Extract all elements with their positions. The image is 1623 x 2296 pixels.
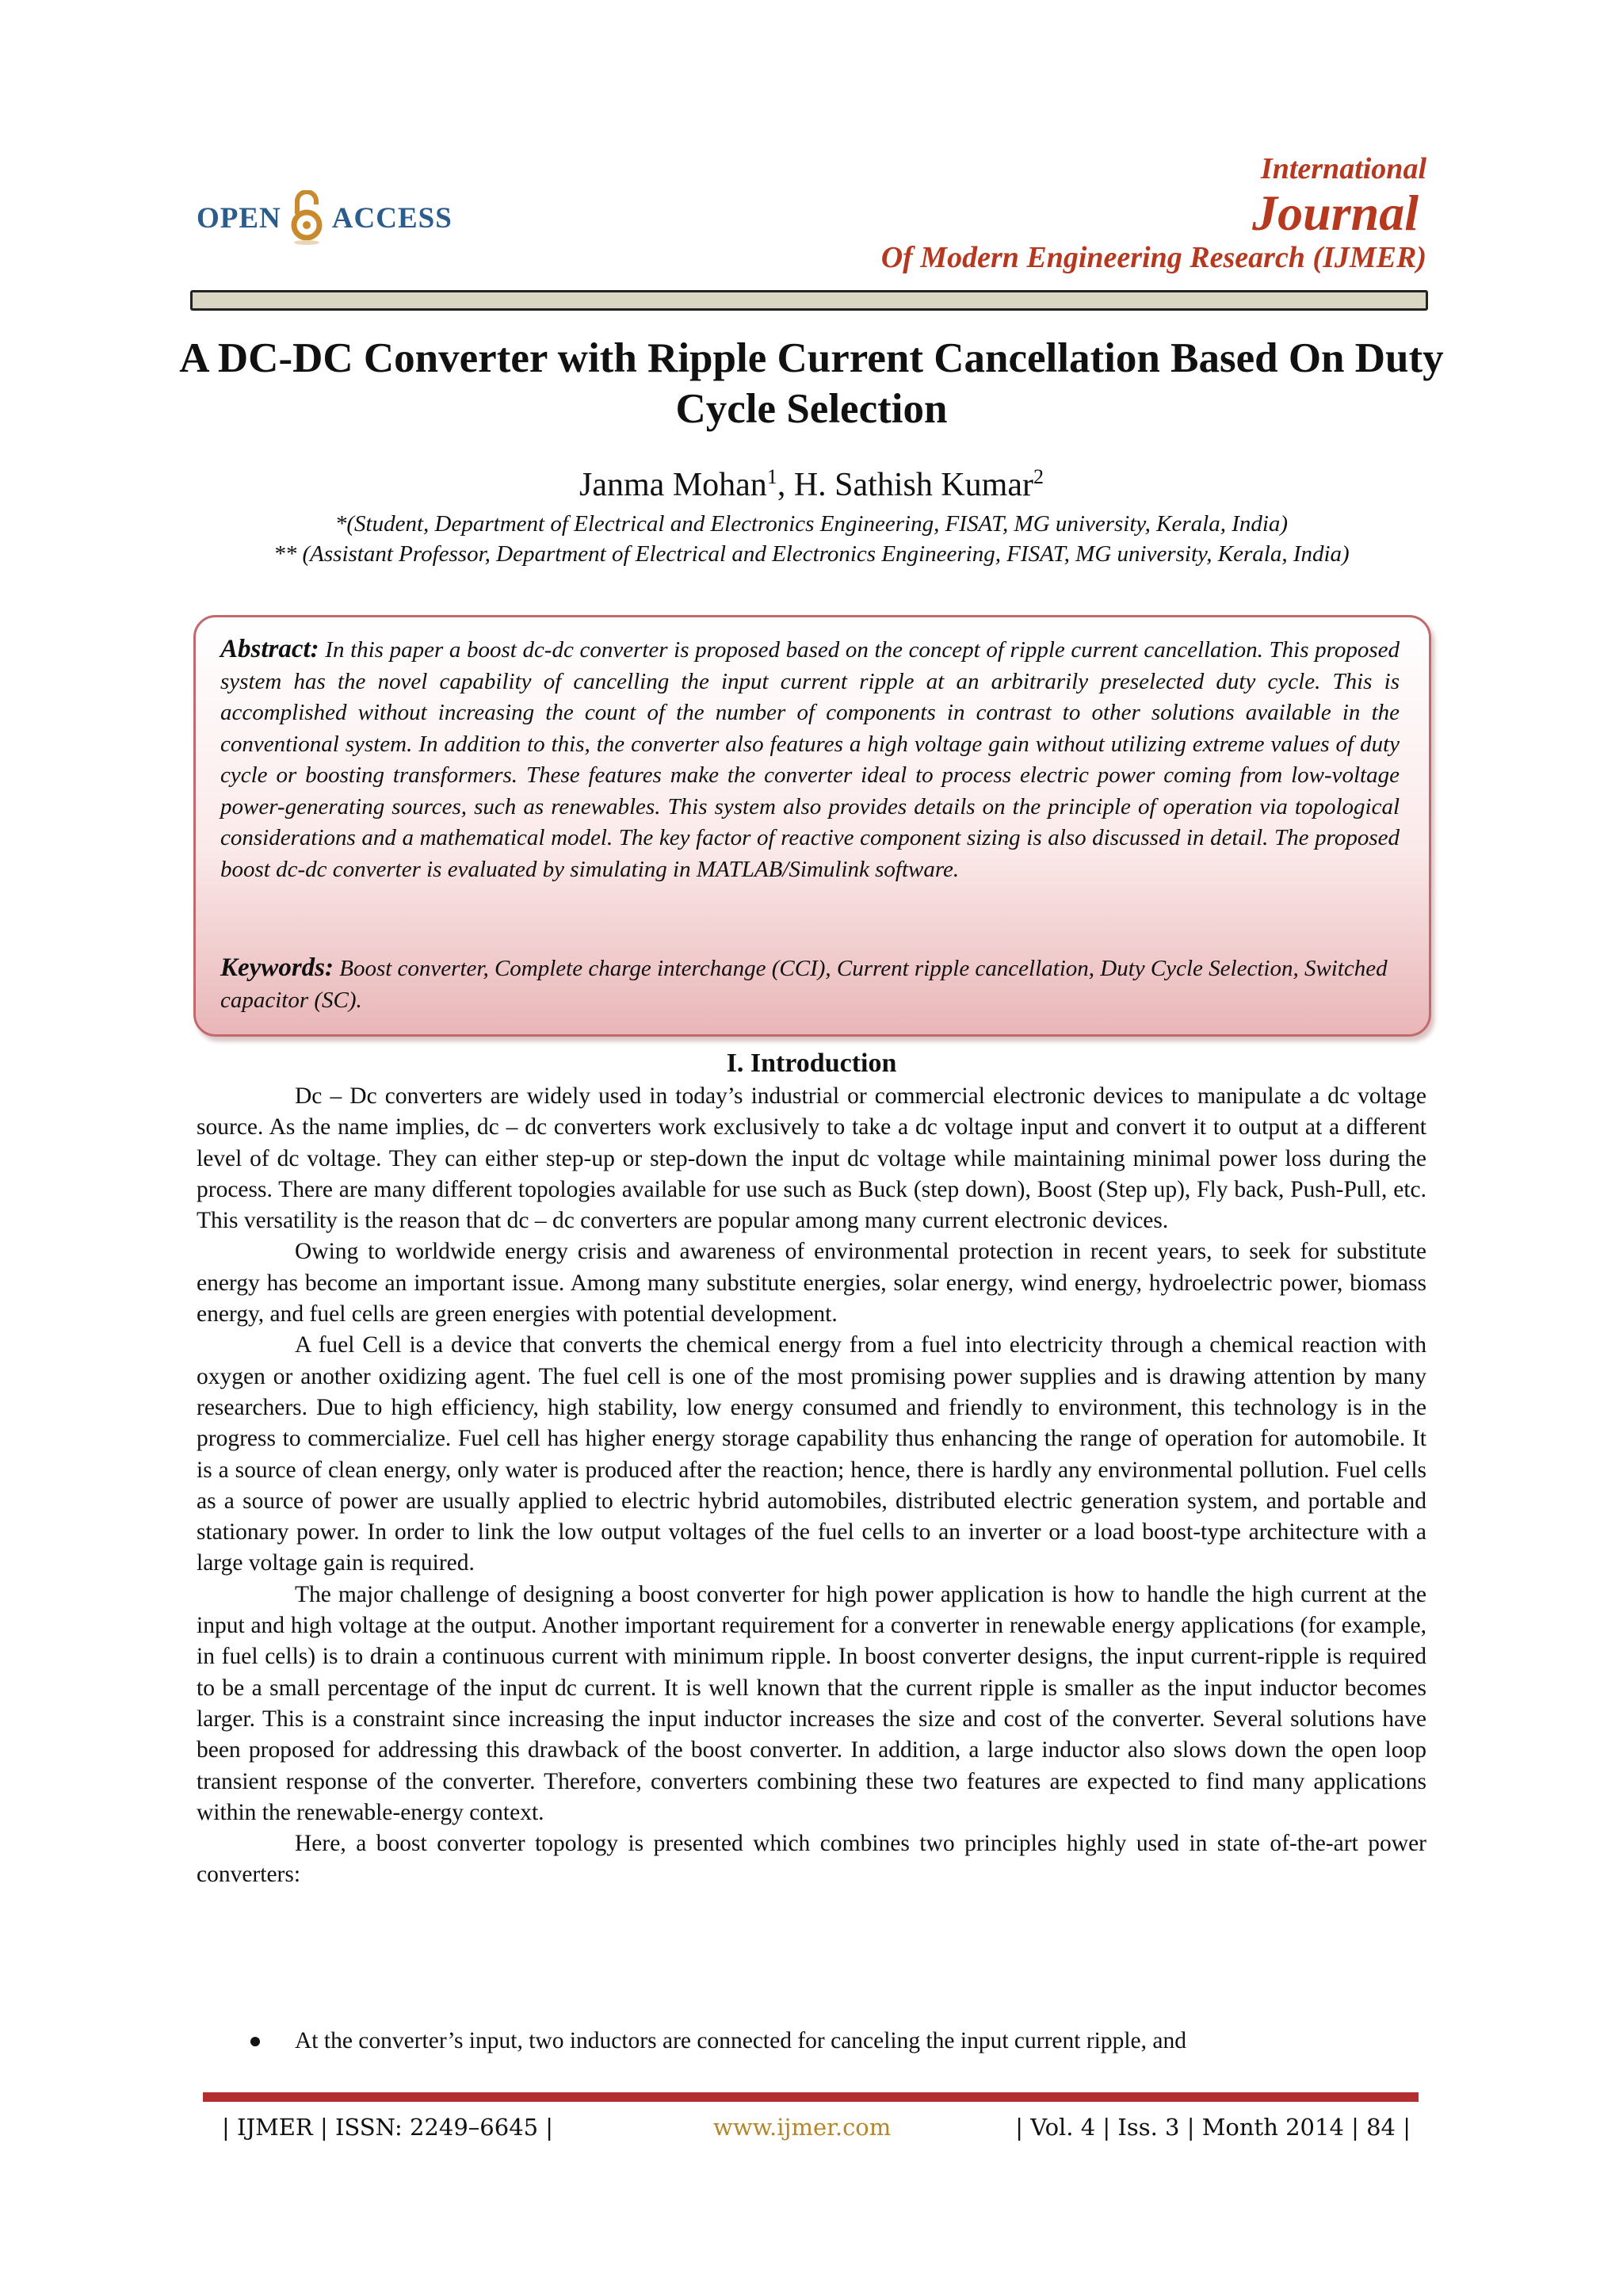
keywords	[220, 953, 1400, 1016]
author-affil-mark: 1	[766, 465, 777, 488]
abstract	[220, 634, 1400, 885]
author-name: Janma Mohan	[579, 467, 767, 503]
list-item	[197, 2026, 1426, 2057]
journal-line-international: International	[1260, 152, 1426, 185]
open-lock-icon	[289, 190, 324, 246]
author-list	[158, 457, 1465, 506]
section-heading: I. Introduction	[726, 1049, 897, 1078]
paper-title: A DC-DC Converter with Ripple Current Cancellation Based On Duty Cycle Selection	[179, 335, 1444, 432]
body-paragraph: Here, a boost converter topology is presented which combines two principles highly used in state of-the-art power converters:	[197, 1831, 1426, 1888]
footer-website-link[interactable]: www.ijmer.com	[713, 2114, 892, 2141]
header-rule	[190, 290, 1428, 311]
journal-line-name: Of Modern Engineering Research (IJMER)	[880, 241, 1426, 274]
body-paragraph: A fuel Cell is a device that converts the chemical energy from a fuel into electricity through a chemical reaction with oxygen or another oxidizing agent. The fuel cell is one of the most promising power supplies and is drawing attention by many researchers. Due to high efficiency, high stability, low energy consumed and friendly to environment, this technology is in the progress to commercialize. Fuel cell has higher energy storage capability thus enhancing the range of operation for automobile. It is a source of clean energy, only water is produced after the reaction; hence, there is hardly any environmental pollution. Fuel cells as a source of power are usually applied to electric hybrid automobiles, distributed electric generation system, and portable and stationary power. In order to link the low output voltages of the fuel cells to an inverter or a load boost-type architecture with a large voltage gain is required.	[197, 1332, 1426, 1576]
open-access-left-text: OPEN	[197, 201, 281, 235]
abstract-label: Abstract:	[220, 635, 319, 663]
body-paragraph: Dc – Dc converters are widely used in today’s industrial or commercial electronic devices to manipulate a dc voltage source. As the name implies, dc – dc converters work exclusively to take a dc voltage input and convert it to output at a different level of dc voltage. They can either step-up or step-down the input dc voltage while maintaining minimal power loss during the process. There are many different topologies available for use such as Buck (step down), Boost (Step up), Fly back, Push-Pull, etc. This versatility is the reason that dc – dc converters are popular among many current electronic devices.	[197, 1083, 1426, 1234]
affiliation: *(Student, Department of Electrical and Electronics Engineering, FISAT, MG university, Kerala, India)	[334, 511, 1289, 537]
open-access-logo	[197, 190, 453, 246]
keywords-label: Keywords:	[220, 953, 334, 982]
section-body	[197, 1081, 1426, 1891]
abstract-body: In this paper a boost dc-dc converter is proposed based on the concept of ripple current cancellation. This proposed system has the novel capability of cancelling the input current ripple at an arbitrarily preselected duty cycle. This is accomplished without increasing the count of the number of components in contrast to other solutions available in the conventional system. In addition to this, the converter also features a high voltage gain without utilizing extreme values of duty cycle or boosting transformers. These features make the converter ideal to process electric power coming from low-voltage power-generating sources, such as renewables. This system also provides details on the principle of operation via topological considerations and a mathematical model. The key factor of reactive component sizing is also discussed in detail. The proposed boost dc-dc converter is evaluated by simulating in MATLAB/Simulink software.	[220, 637, 1400, 882]
journal-line-journal: Journal	[1252, 185, 1419, 241]
footer-rule	[203, 2092, 1419, 2102]
open-access-right-text: ACCESS	[331, 201, 453, 235]
author-affil-mark: 2	[1033, 465, 1044, 488]
list-item-text: At the converter’s input, two inductors are connected for canceling the input current ripple, and	[295, 2028, 1186, 2053]
body-paragraph: Owing to worldwide energy crisis and awareness of environmental protection in recent years, to seek for substitute energy has become an important issue. Among many substitute energies, solar energy, wind energy, hydroelectric power, biomass energy, and fuel cells are green energies with potential development.	[197, 1239, 1426, 1328]
affiliation: ** (Assistant Professor, Department of Electrical and Electronics Engineering, FISAT, MG university, Kerala, India)	[273, 541, 1350, 567]
bullet-list	[197, 2026, 1426, 2057]
author-name: H. Sathish Kumar	[793, 467, 1033, 503]
keywords-body: Boost converter, Complete charge interchange (CCI), Current ripple cancellation, Duty Cycle Selection, Switched capacitor (SC).	[220, 956, 1388, 1013]
journal-masthead	[881, 151, 1426, 276]
page-footer	[222, 2111, 1411, 2143]
footer-volume-page: | Vol. 4 | Iss. 3 | Month 2014 | 84 |	[1015, 2114, 1411, 2141]
author-separator: ,	[777, 467, 794, 503]
footer-issn: | IJMER | ISSN: 2249–6645 |	[222, 2114, 554, 2141]
body-paragraph: The major challenge of designing a boost converter for high power application is how to handle the high current at the input and high voltage at the output. Another important requirement for a converter in renewable energy applications (for example, in fuel cells) is to drain a continuous current with minimum ripple. In boost converter designs, the input current-ripple is required to be a small percentage of the input dc current. It is well known that the current ripple is smaller as the input inductor becomes larger. This is a constraint since increasing the input inductor increases the size and cost of the converter. Several solutions have been proposed for addressing this drawback of the boost converter. In addition, a large inductor also slows down the open loop transient response of the converter. Therefore, converters combining these two features are expected to find many applications within the renewable-energy context.	[197, 1581, 1426, 1825]
affiliations	[190, 509, 1433, 569]
bullet-icon	[250, 2037, 260, 2046]
